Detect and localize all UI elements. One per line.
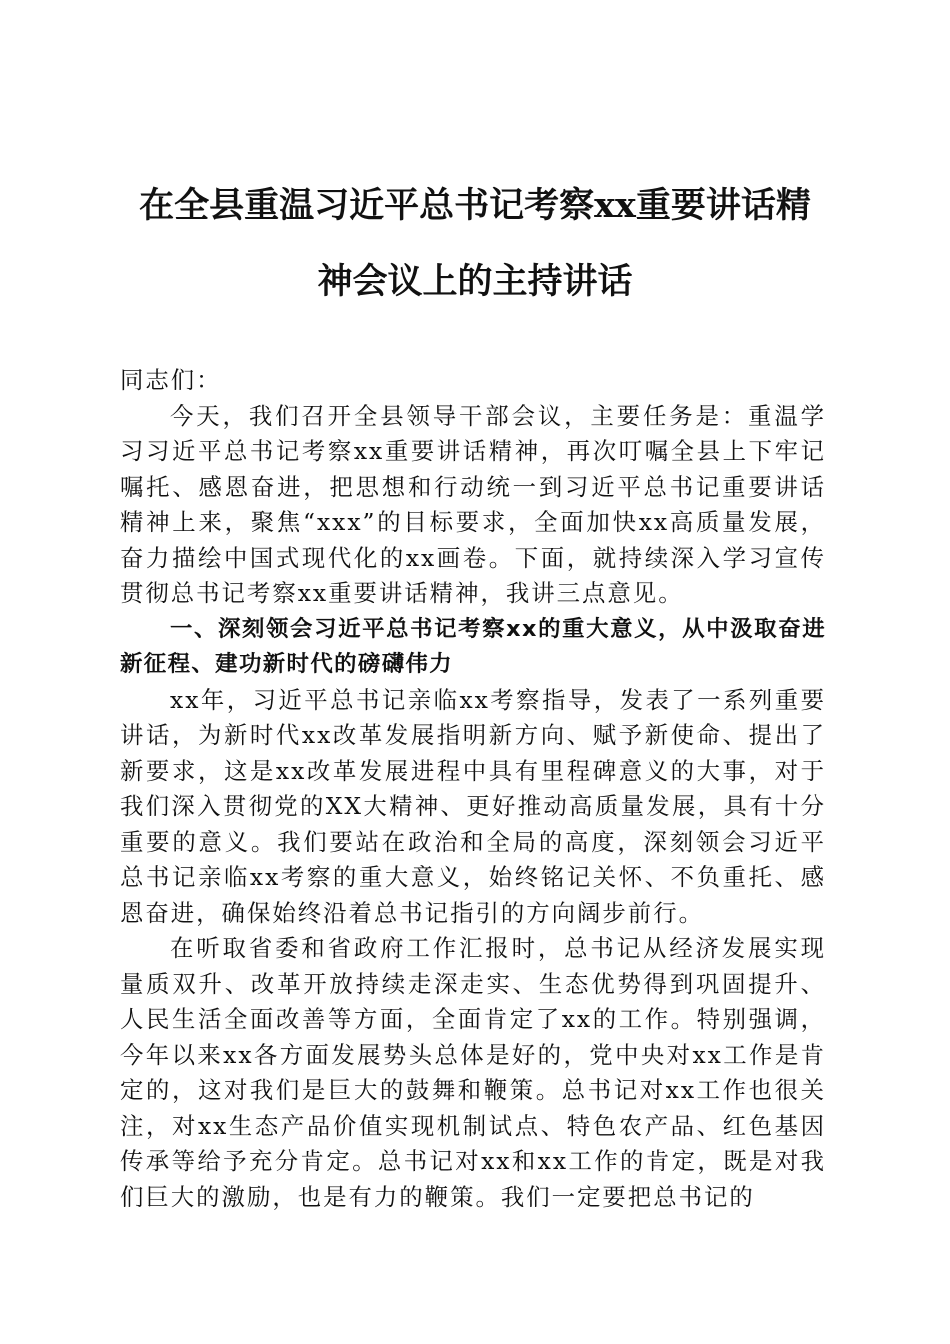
paragraph-section1-2: 在听取省委和省政府工作汇报时，总书记从经济发展实现量质双升、改革开放持续走深走实、生态优势得到巩固提升、人民生活全面改善等方面，全面肯定了xx的工作。特别强调，今年以来xx各方面发展势头总体是好的，党中央对xx工作是肯定的，这对我们是巨大的鼓舞和鞭策。总书记对xx工作也很关注，对xx生态产品价值实现机制试点、特色农产品、红色基因传承等给予充分肯定。总书记对xx和xx工作的肯定，既是对我们巨大的激励，也是有力的鞭策。我们一定要把总书记的 xyxy=(120,934,826,1211)
salutation: 同志们： xyxy=(120,366,222,394)
title-line-2: 神会议上的主持讲话 xyxy=(317,261,633,302)
document-body xyxy=(120,363,826,1215)
section-heading-1: 一、深刻领会习近平总书记考察xx的重大意义，从中汲取奋进新征程、建功新时代的磅礴伟力 xyxy=(120,615,826,677)
paragraph-intro: 今天，我们召开全县领导干部会议，主要任务是：重温学习习近平总书记考察xx重要讲话精神，再次叮嘱全县上下牢记嘱托、感恩奋进，把思想和行动统一到习近平总书记重要讲话精神上来，聚焦“xxx”的目标要求，全面加快xx高质量发展，奋力描绘中国式现代化的xx画卷。下面，就持续深入学习宣传贯彻总书记考察xx重要讲话精神，我讲三点意见。 xyxy=(120,401,826,607)
paragraph-section1-1: xx年，习近平总书记亲临xx考察指导，发表了一系列重要讲话，为新时代xx改革发展指明新方向、赋予新使命、提出了新要求，这是xx改革发展进程中具有里程碑意义的大事，对于我们深入贯彻党的XX大精神、更好推动高质量发展，具有十分重要的意义。我们要站在政治和全局的高度，深刻领会习近平总书记亲临xx考察的重大意义，始终铭记关怀、不负重托、感恩奋进，确保始终沿着总书记指引的方向阔步前行。 xyxy=(120,685,826,927)
title-line-1: 在全县重温习近平总书记考察xx重要讲话精 xyxy=(139,185,811,226)
document-title xyxy=(100,168,850,320)
